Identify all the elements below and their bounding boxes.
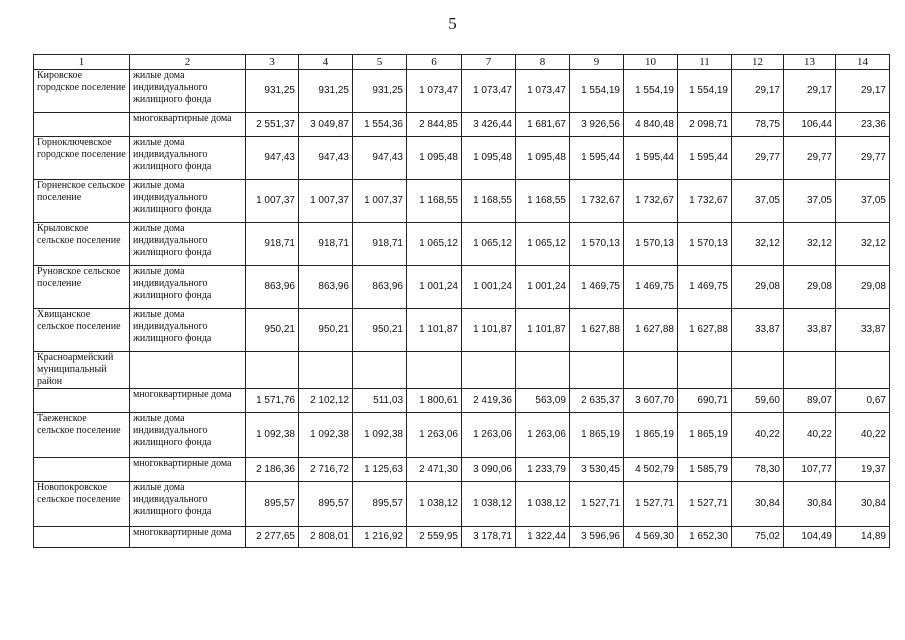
value-cell: 1 065,12 (516, 223, 570, 266)
value-cell: 863,96 (299, 266, 353, 309)
value-cell: 1 007,37 (353, 180, 407, 223)
housing-type: жилые дома индивидуального жилищного фонда (130, 309, 246, 352)
value-cell: 1 263,06 (516, 413, 570, 458)
settlement-name: Новопокровское сельское поселение (34, 482, 130, 527)
value-cell: 1 065,12 (462, 223, 516, 266)
value-cell: 3 596,96 (570, 527, 624, 548)
settlement-name: Горноключевское городское поселение (34, 137, 130, 180)
value-cell: 1 092,38 (299, 413, 353, 458)
value-cell: 1 092,38 (246, 413, 299, 458)
value-cell: 947,43 (299, 137, 353, 180)
table-row (34, 180, 890, 223)
value-cell: 1 216,92 (353, 527, 407, 548)
table-row (34, 266, 890, 309)
value-cell: 30,84 (732, 482, 784, 527)
column-header: 1 (34, 55, 130, 70)
value-cell: 1 595,44 (678, 137, 732, 180)
value-cell: 947,43 (353, 137, 407, 180)
value-cell: 1 865,19 (624, 413, 678, 458)
value-cell: 2 551,37 (246, 113, 299, 137)
value-cell: 895,57 (353, 482, 407, 527)
value-cell: 32,12 (732, 223, 784, 266)
value-cell: 40,22 (784, 413, 836, 458)
value-cell: 29,77 (836, 137, 890, 180)
value-cell: 1 570,13 (570, 223, 624, 266)
value-cell (678, 352, 732, 389)
housing-type: многоквартирные дома (130, 389, 246, 413)
value-cell: 75,02 (732, 527, 784, 548)
housing-type: жилые дома индивидуального жилищного фонда (130, 180, 246, 223)
value-cell: 30,84 (784, 482, 836, 527)
value-cell: 29,08 (784, 266, 836, 309)
value-cell: 14,89 (836, 527, 890, 548)
value-cell: 863,96 (246, 266, 299, 309)
column-header: 2 (130, 55, 246, 70)
table-row (34, 113, 890, 137)
column-header: 9 (570, 55, 624, 70)
value-cell: 918,71 (299, 223, 353, 266)
value-cell: 1 527,71 (678, 482, 732, 527)
value-cell: 1 469,75 (678, 266, 732, 309)
value-cell: 1 595,44 (624, 137, 678, 180)
value-cell: 1 168,55 (462, 180, 516, 223)
value-cell: 1 322,44 (516, 527, 570, 548)
housing-type: жилые дома индивидуального жилищного фонда (130, 137, 246, 180)
value-cell (407, 352, 462, 389)
value-cell (836, 352, 890, 389)
value-cell: 1 065,12 (407, 223, 462, 266)
settlement-name (34, 389, 130, 413)
column-header: 11 (678, 55, 732, 70)
value-cell (246, 352, 299, 389)
value-cell: 40,22 (732, 413, 784, 458)
housing-type: многоквартирные дома (130, 458, 246, 482)
value-cell (353, 352, 407, 389)
value-cell (516, 352, 570, 389)
table-row (34, 223, 890, 266)
value-cell: 2 186,36 (246, 458, 299, 482)
value-cell: 3 090,06 (462, 458, 516, 482)
value-cell: 1 001,24 (407, 266, 462, 309)
settlement-name: Хвищанское сельское поселение (34, 309, 130, 352)
value-cell: 3 178,71 (462, 527, 516, 548)
value-cell: 1 073,47 (407, 70, 462, 113)
value-cell: 0,67 (836, 389, 890, 413)
settlement-name: Кировское городское поселение (34, 70, 130, 113)
settlement-name (34, 458, 130, 482)
value-cell: 1 527,71 (570, 482, 624, 527)
settlement-name: Красноармейский муниципальный район (34, 352, 130, 389)
value-cell: 1 007,37 (299, 180, 353, 223)
table-row (34, 527, 890, 548)
value-cell: 690,71 (678, 389, 732, 413)
value-cell: 33,87 (836, 309, 890, 352)
value-cell: 32,12 (836, 223, 890, 266)
value-cell: 1 681,67 (516, 113, 570, 137)
value-cell: 2 098,71 (678, 113, 732, 137)
value-cell: 78,75 (732, 113, 784, 137)
housing-type: жилые дома индивидуального жилищного фонда (130, 70, 246, 113)
value-cell: 23,36 (836, 113, 890, 137)
housing-type: жилые дома индивидуального жилищного фонда (130, 482, 246, 527)
value-cell: 931,25 (299, 70, 353, 113)
value-cell: 1 527,71 (624, 482, 678, 527)
value-cell: 2 716,72 (299, 458, 353, 482)
value-cell: 1 732,67 (678, 180, 732, 223)
value-cell: 1 092,38 (353, 413, 407, 458)
value-cell: 1 627,88 (624, 309, 678, 352)
value-cell (462, 352, 516, 389)
header-row (34, 55, 890, 70)
value-cell: 1 652,30 (678, 527, 732, 548)
value-cell: 1 101,87 (462, 309, 516, 352)
value-cell: 29,77 (784, 137, 836, 180)
table-row (34, 70, 890, 113)
column-header: 7 (462, 55, 516, 70)
value-cell: 106,44 (784, 113, 836, 137)
settlement-name (34, 527, 130, 548)
value-cell: 1 732,67 (624, 180, 678, 223)
value-cell: 4 569,30 (624, 527, 678, 548)
value-cell: 29,08 (836, 266, 890, 309)
value-cell: 1 554,36 (353, 113, 407, 137)
value-cell: 918,71 (246, 223, 299, 266)
value-cell: 863,96 (353, 266, 407, 309)
settlement-name: Крыловское сельское поселение (34, 223, 130, 266)
value-cell: 104,49 (784, 527, 836, 548)
value-cell: 3 926,56 (570, 113, 624, 137)
value-cell: 37,05 (836, 180, 890, 223)
value-cell: 918,71 (353, 223, 407, 266)
value-cell: 563,09 (516, 389, 570, 413)
value-cell: 107,77 (784, 458, 836, 482)
value-cell: 29,17 (732, 70, 784, 113)
value-cell: 1 007,37 (246, 180, 299, 223)
value-cell: 1 038,12 (462, 482, 516, 527)
value-cell: 1 101,87 (407, 309, 462, 352)
value-cell: 2 102,12 (299, 389, 353, 413)
column-header: 13 (784, 55, 836, 70)
settlement-name (34, 113, 130, 137)
value-cell: 3 049,87 (299, 113, 353, 137)
value-cell: 931,25 (246, 70, 299, 113)
column-header: 8 (516, 55, 570, 70)
value-cell: 3 426,44 (462, 113, 516, 137)
value-cell: 19,37 (836, 458, 890, 482)
value-cell: 1 101,87 (516, 309, 570, 352)
value-cell: 1 073,47 (462, 70, 516, 113)
value-cell: 895,57 (299, 482, 353, 527)
value-cell: 29,77 (732, 137, 784, 180)
value-cell: 59,60 (732, 389, 784, 413)
value-cell: 2 844,85 (407, 113, 462, 137)
table-row (34, 482, 890, 527)
value-cell: 2 635,37 (570, 389, 624, 413)
value-cell: 1 732,67 (570, 180, 624, 223)
value-cell: 1 570,13 (624, 223, 678, 266)
value-cell: 2 277,65 (246, 527, 299, 548)
value-cell: 1 469,75 (570, 266, 624, 309)
value-cell: 1 168,55 (407, 180, 462, 223)
housing-type: жилые дома индивидуального жилищного фонда (130, 223, 246, 266)
value-cell: 1 095,48 (516, 137, 570, 180)
value-cell: 1 125,63 (353, 458, 407, 482)
table-row (34, 352, 890, 389)
value-cell: 1 627,88 (678, 309, 732, 352)
value-cell: 1 263,06 (407, 413, 462, 458)
value-cell (732, 352, 784, 389)
column-header: 6 (407, 55, 462, 70)
value-cell: 1 001,24 (516, 266, 570, 309)
settlement-name: Горненское сельское поселение (34, 180, 130, 223)
value-cell (784, 352, 836, 389)
value-cell (299, 352, 353, 389)
settlement-name: Руновское сельское поселение (34, 266, 130, 309)
table-row (34, 458, 890, 482)
column-header: 5 (353, 55, 407, 70)
value-cell: 4 502,79 (624, 458, 678, 482)
settlement-name: Таеженское сельское поселение (34, 413, 130, 458)
table-row (34, 389, 890, 413)
value-cell: 3 530,45 (570, 458, 624, 482)
value-cell: 1 038,12 (407, 482, 462, 527)
housing-type: жилые дома индивидуального жилищного фонда (130, 413, 246, 458)
value-cell: 33,87 (732, 309, 784, 352)
value-cell: 1 570,13 (678, 223, 732, 266)
value-cell: 4 840,48 (624, 113, 678, 137)
page-number: 5 (448, 14, 457, 33)
value-cell: 950,21 (246, 309, 299, 352)
value-cell: 2 808,01 (299, 527, 353, 548)
value-cell: 1 554,19 (570, 70, 624, 113)
value-cell: 1 168,55 (516, 180, 570, 223)
table-row (34, 137, 890, 180)
housing-type (130, 352, 246, 389)
value-cell: 1 095,48 (462, 137, 516, 180)
value-cell: 2 559,95 (407, 527, 462, 548)
table-body (34, 70, 890, 548)
column-header: 10 (624, 55, 678, 70)
value-cell: 1 571,76 (246, 389, 299, 413)
value-cell: 30,84 (836, 482, 890, 527)
value-cell: 37,05 (732, 180, 784, 223)
value-cell: 89,07 (784, 389, 836, 413)
value-cell: 947,43 (246, 137, 299, 180)
value-cell: 1 263,06 (462, 413, 516, 458)
value-cell: 1 595,44 (570, 137, 624, 180)
column-header: 3 (246, 55, 299, 70)
value-cell: 950,21 (353, 309, 407, 352)
value-cell: 895,57 (246, 482, 299, 527)
value-cell: 1 469,75 (624, 266, 678, 309)
table-row (34, 413, 890, 458)
value-cell: 1 073,47 (516, 70, 570, 113)
tariff-table (33, 54, 890, 548)
value-cell (570, 352, 624, 389)
value-cell: 3 607,70 (624, 389, 678, 413)
value-cell: 32,12 (784, 223, 836, 266)
value-cell: 1 865,19 (678, 413, 732, 458)
value-cell: 1 233,79 (516, 458, 570, 482)
value-cell: 1 800,61 (407, 389, 462, 413)
value-cell: 1 095,48 (407, 137, 462, 180)
value-cell: 29,17 (836, 70, 890, 113)
column-header: 12 (732, 55, 784, 70)
value-cell: 78,30 (732, 458, 784, 482)
value-cell: 511,03 (353, 389, 407, 413)
column-header: 14 (836, 55, 890, 70)
housing-type: жилые дома индивидуального жилищного фонда (130, 266, 246, 309)
column-header: 4 (299, 55, 353, 70)
value-cell: 2 419,36 (462, 389, 516, 413)
value-cell: 1 554,19 (624, 70, 678, 113)
value-cell: 33,87 (784, 309, 836, 352)
table-row (34, 309, 890, 352)
housing-type: многоквартирные дома (130, 113, 246, 137)
value-cell: 1 585,79 (678, 458, 732, 482)
value-cell: 931,25 (353, 70, 407, 113)
value-cell: 1 865,19 (570, 413, 624, 458)
value-cell (624, 352, 678, 389)
value-cell: 29,17 (784, 70, 836, 113)
value-cell: 1 627,88 (570, 309, 624, 352)
value-cell: 950,21 (299, 309, 353, 352)
value-cell: 40,22 (836, 413, 890, 458)
value-cell: 2 471,30 (407, 458, 462, 482)
value-cell: 29,08 (732, 266, 784, 309)
value-cell: 1 001,24 (462, 266, 516, 309)
value-cell: 1 554,19 (678, 70, 732, 113)
value-cell: 37,05 (784, 180, 836, 223)
value-cell: 1 038,12 (516, 482, 570, 527)
housing-type: многоквартирные дома (130, 527, 246, 548)
